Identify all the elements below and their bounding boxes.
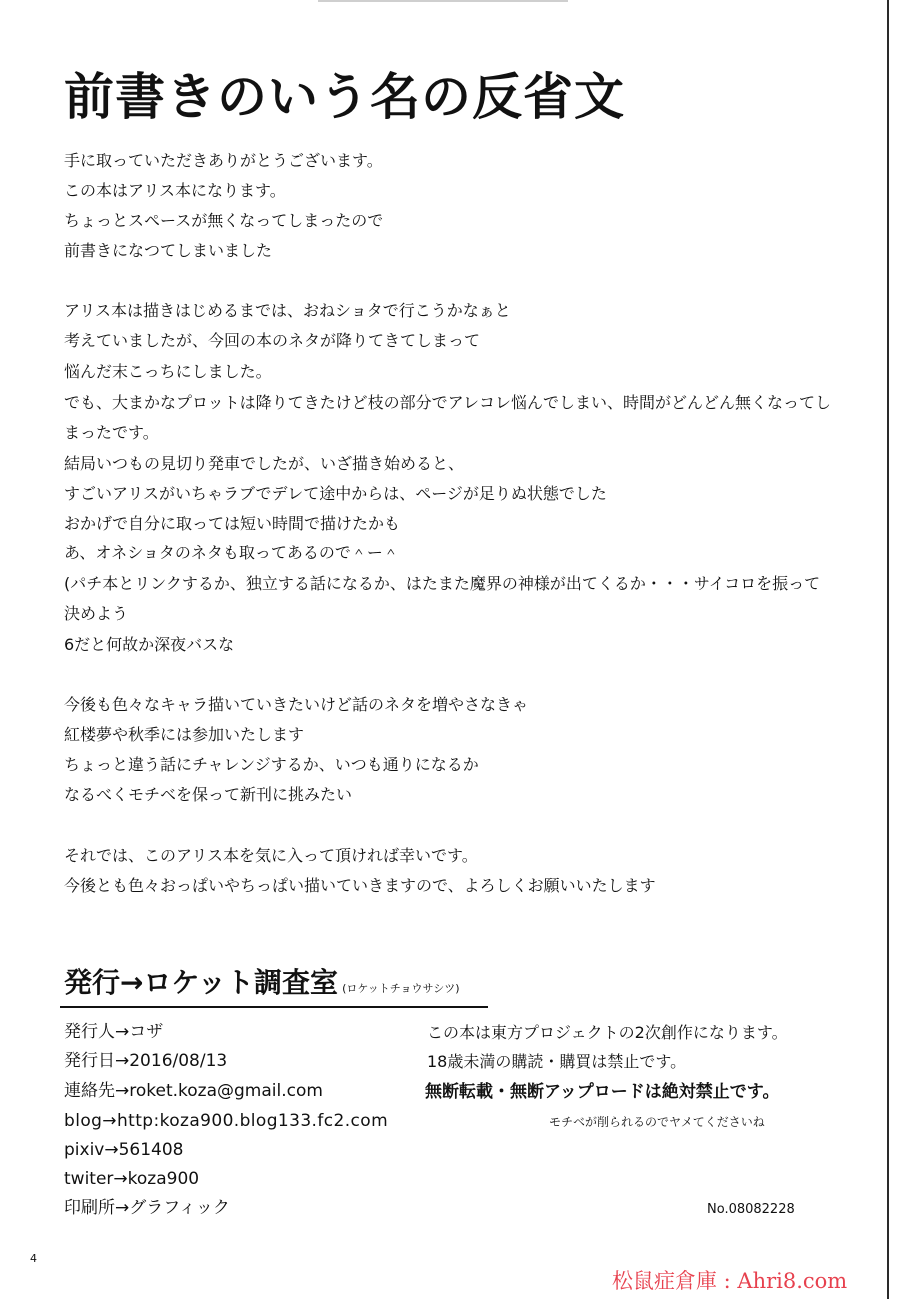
page-edge-line bbox=[887, 0, 889, 1299]
info-issue-date: 発行日→2016/08/13 bbox=[64, 1051, 228, 1071]
body-line: アリス本は描きはじめるまでは、おねショタで行こうかなぁと bbox=[64, 301, 511, 320]
body-line: 6だと何故か深夜バスな bbox=[64, 635, 235, 654]
top-edge-rule bbox=[318, 0, 568, 2]
body-line: すごいアリスがいちゃラブでデレて途中からは、ページが足りぬ状態でした bbox=[64, 484, 607, 503]
info-twitter: twiter→koza900 bbox=[64, 1169, 200, 1189]
publisher-name: 発行→ロケット調査室 bbox=[64, 966, 339, 999]
body-line: 手に取っていただきありがとうございます。 bbox=[64, 151, 383, 170]
body-line: 今後も色々なキャラ描いていきたいけど話のネタを増やさなきゃ bbox=[64, 695, 529, 714]
body-line: 結局いつもの見切り発車でしたが、いざ描き始めると、 bbox=[64, 454, 465, 473]
body-line: 決めよう bbox=[64, 604, 129, 623]
notice-no-reupload: 無断転載・無断アップロードは絶対禁止です。 bbox=[425, 1082, 780, 1102]
body-line: おかげで自分に取っては短い時間で描けたかも bbox=[64, 514, 401, 533]
body-line: 悩んだ末こっちにしました。 bbox=[64, 362, 272, 381]
page-title: 前書きのいう名の反省文 bbox=[64, 68, 625, 126]
body-line: あ、オネショタのネタも取ってあるので＾ー＾ bbox=[64, 543, 399, 562]
body-line: 考えていましたが、今回の本のネタが降りてきてしまって bbox=[64, 331, 481, 350]
body-line: なるべくモチベを保って新刊に挑みたい bbox=[64, 785, 353, 804]
publisher-heading bbox=[64, 962, 460, 1010]
info-contact: 連絡先→roket.koza@gmail.com bbox=[64, 1081, 323, 1101]
body-line: (パチ本とリンクするか、独立する話になるか、はたまた魔界の神様が出てくるか・・・サイコロを振って bbox=[64, 574, 821, 593]
body-line: この本はアリス本になります。 bbox=[64, 181, 286, 200]
notice-age-restriction: 18歳未満の購読・購買は禁止です。 bbox=[427, 1052, 687, 1071]
body-line: ちょっとスペースが無くなってしまったので bbox=[64, 211, 384, 230]
body-line: それでは、このアリス本を気に入って頂ければ幸いです。 bbox=[64, 846, 478, 865]
body-line: 今後とも色々おっぱいやちっぱい描いていきますので、よろしくお願いいたします bbox=[64, 876, 656, 895]
info-pixiv: pixiv→561408 bbox=[64, 1140, 184, 1160]
body-line: 前書きになつてしまいました bbox=[64, 241, 273, 260]
notice-request: モチベが削られるのでヤメてくださいね bbox=[549, 1115, 765, 1129]
issue-number: No.08082228 bbox=[707, 1202, 795, 1217]
body-line: でも、大まかなプロットは降りてきたけど枝の部分でアレコレ悩んでしまい、時間がどんどん無くなってし bbox=[64, 393, 832, 412]
body-line: ちょっと違う話にチャレンジするか、いつも通りになるか bbox=[64, 755, 479, 774]
watermark: 松鼠症倉庫 : Ahri8.com bbox=[612, 1269, 848, 1293]
publisher-reading: (ロケットチョウサシツ) bbox=[342, 982, 460, 995]
info-publisher-person: 発行人→コザ bbox=[64, 1022, 164, 1042]
publisher-underline bbox=[60, 1006, 488, 1008]
page-number: 4 bbox=[30, 1252, 37, 1265]
notice-derivative: この本は東方プロジェクトの2次創作になります。 bbox=[427, 1023, 788, 1042]
info-printer: 印刷所→グラフィック bbox=[64, 1198, 230, 1218]
body-line: まったです。 bbox=[64, 423, 159, 442]
info-blog: blog→http:koza900.blog133.fc2.com bbox=[64, 1111, 389, 1131]
body-line: 紅楼夢や秋季には参加いたします bbox=[64, 725, 305, 744]
